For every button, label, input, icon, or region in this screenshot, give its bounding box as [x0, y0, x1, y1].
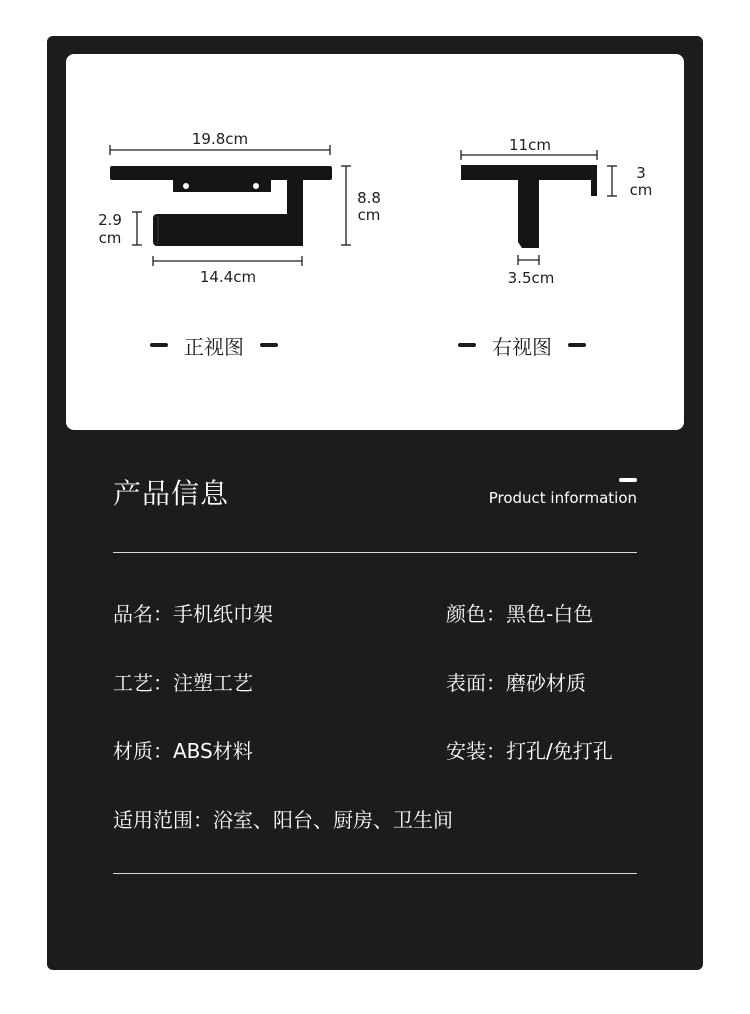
- front-screw-hole-left: [183, 183, 189, 189]
- front-screw-hole-right: [253, 183, 259, 189]
- side-view-drawing: [461, 136, 652, 287]
- front-view-label: 正视图: [184, 334, 244, 359]
- spec-color: 颜色：黑色-白色: [446, 602, 594, 626]
- info-title: 产品信息: [113, 477, 230, 510]
- side-arm-width-label: 3.5cm: [507, 269, 555, 287]
- front-roll-dimension-line: [153, 256, 302, 266]
- side-arm-dimension-line: [518, 255, 539, 265]
- info-divider-top: [113, 552, 637, 553]
- spec-material: 材质：ABS材料: [113, 739, 253, 763]
- front-view-drawing: [98, 130, 381, 286]
- front-gap-dimension-line: [132, 212, 142, 245]
- side-arm: [518, 180, 539, 248]
- info-divider-bottom: [113, 873, 637, 874]
- front-height-unit: cm: [357, 206, 381, 224]
- front-height-dimension-line: [341, 166, 351, 245]
- info-subtitle: Product information: [488, 489, 637, 507]
- caption-dash-right: [568, 343, 586, 347]
- side-shelf-unit: cm: [629, 181, 653, 199]
- front-view-caption: [150, 330, 278, 360]
- caption-dash-left: [458, 343, 476, 347]
- spec-name: 品名：手机纸巾架: [113, 602, 273, 626]
- caption-dash-left: [150, 343, 168, 347]
- front-shelf: [110, 166, 332, 180]
- spec-surface: 表面：磨砂材质: [446, 671, 586, 695]
- side-depth-label: 11cm: [509, 136, 551, 154]
- info-title-mark: [619, 478, 637, 482]
- side-shelf-value: 3: [636, 164, 646, 182]
- spec-usage-scope: 适用范围：浴室、阳台、厨房、卫生间: [113, 808, 453, 832]
- dimension-diagram: [0, 0, 750, 440]
- front-width-label: 19.8cm: [191, 130, 249, 148]
- spec-install: 安装：打孔/免打孔: [446, 739, 613, 763]
- side-view-caption: [458, 330, 586, 360]
- side-shelf-dimension-line: [607, 166, 617, 196]
- front-height-value: 8.8: [357, 189, 381, 207]
- front-roll-width-label: 14.4cm: [199, 268, 257, 286]
- spec-process: 工艺：注塑工艺: [113, 671, 253, 695]
- front-gap-unit: cm: [98, 229, 122, 247]
- front-roll-arm: [153, 214, 293, 246]
- caption-dash-right: [260, 343, 278, 347]
- side-view-label: 右视图: [492, 334, 552, 359]
- front-gap-value: 2.9: [98, 211, 122, 229]
